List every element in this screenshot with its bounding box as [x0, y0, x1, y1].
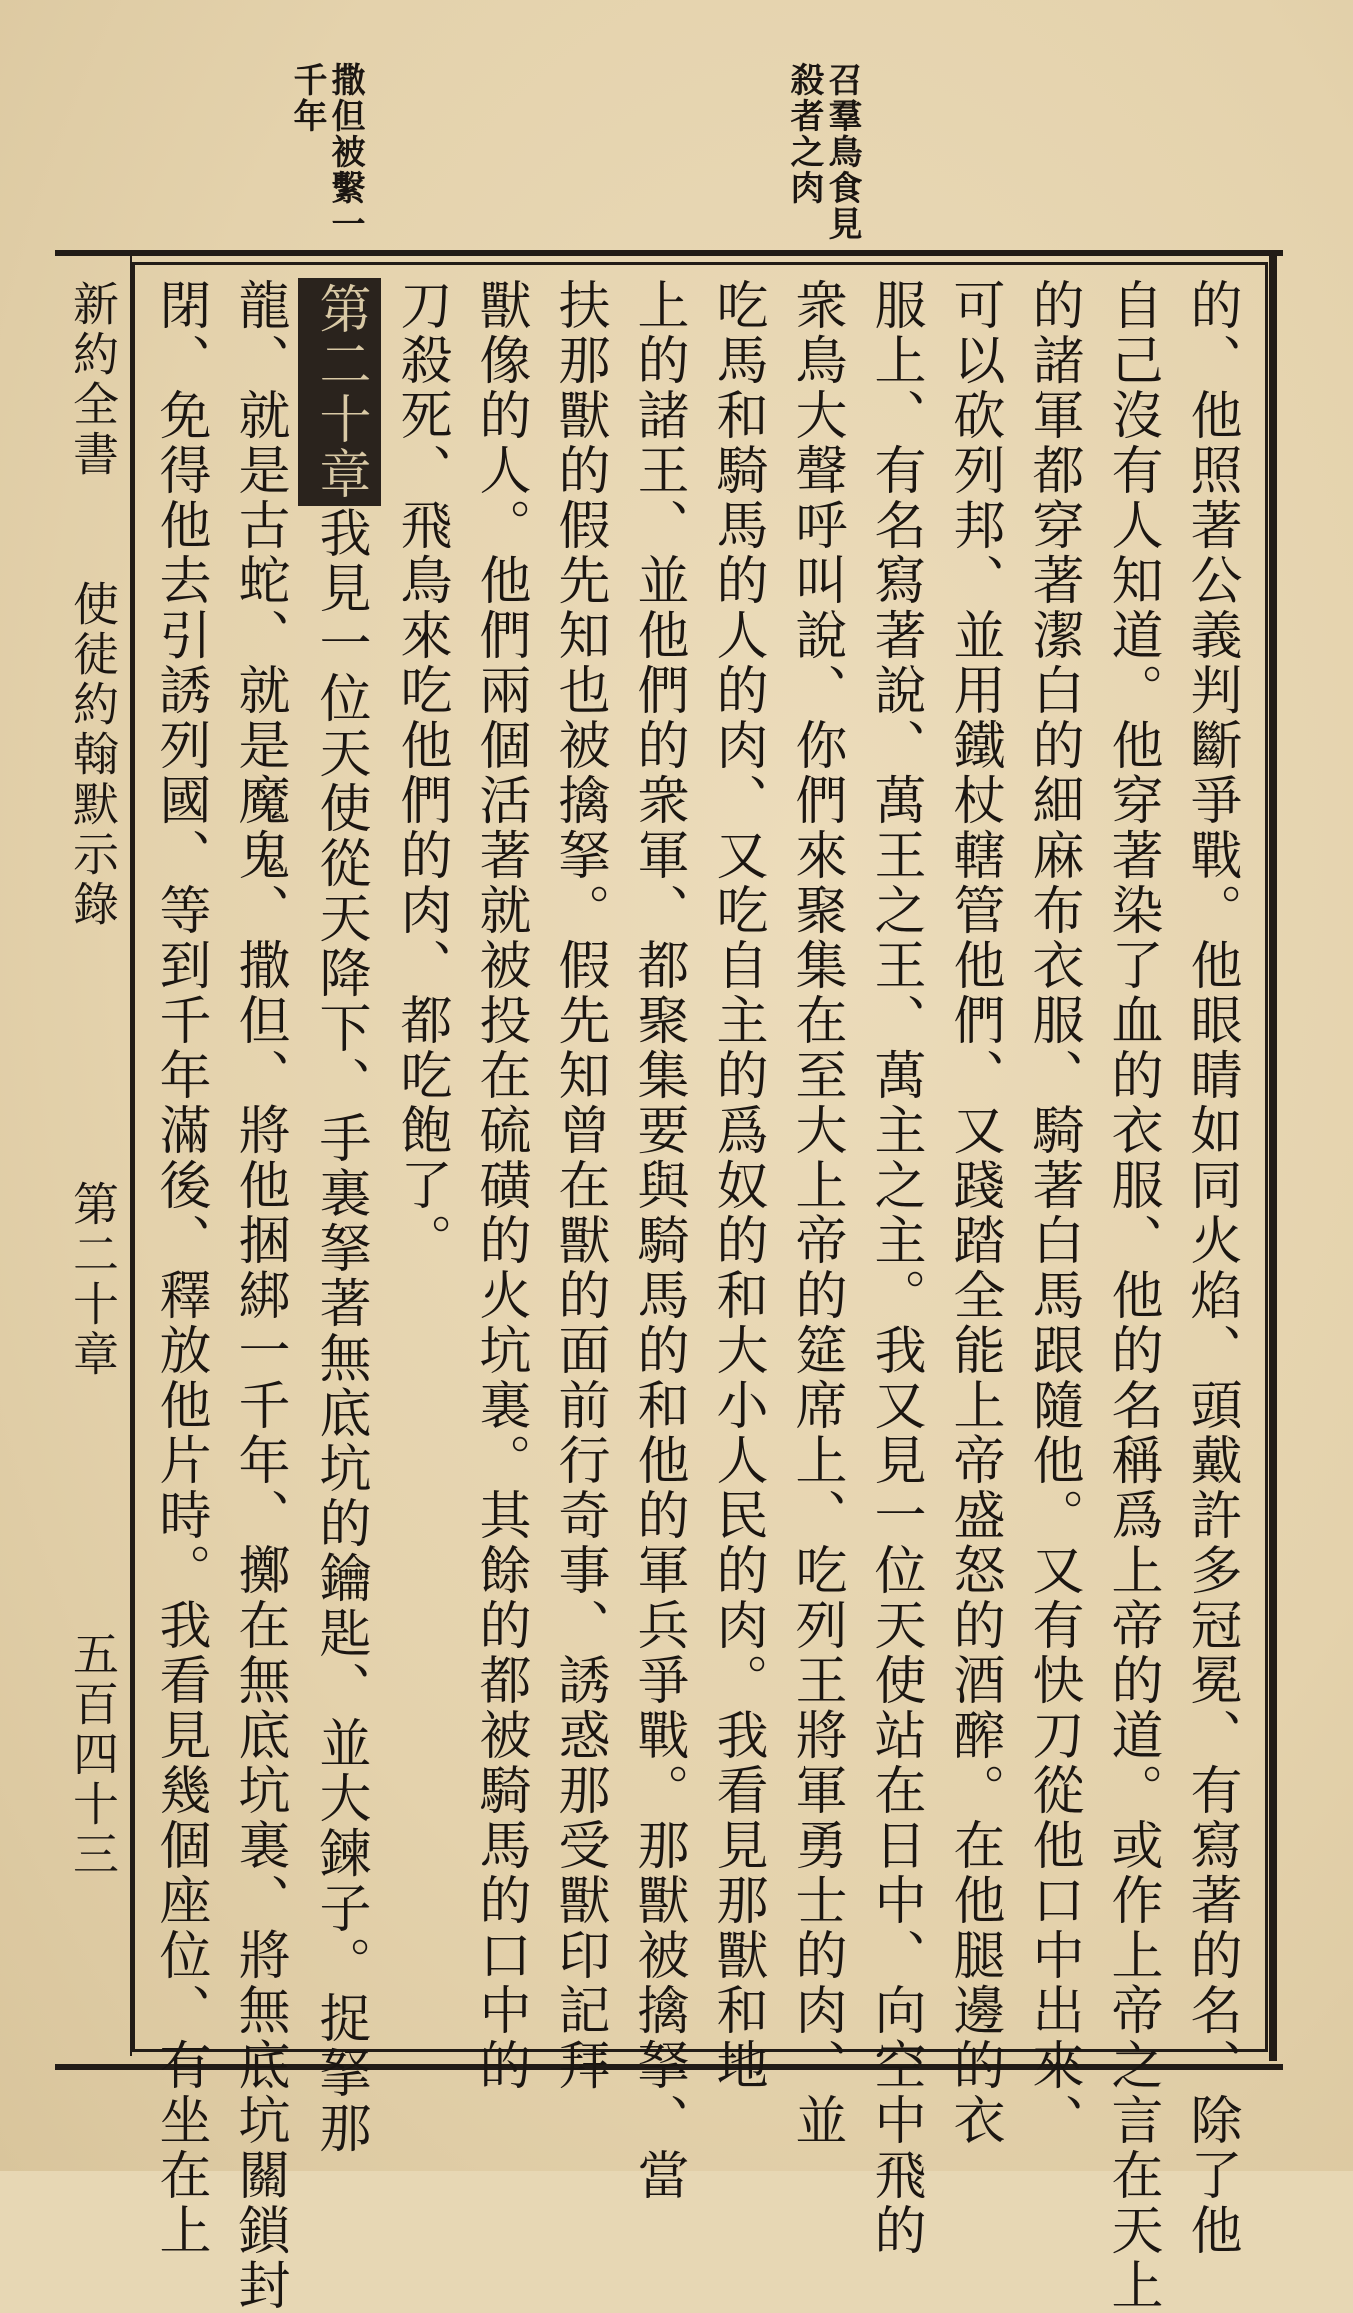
running-header	[58, 280, 128, 2040]
text-column: 閉、免得他去引誘列國、等到千年滿後、釋放他片時。我看見幾個座位、有坐在上	[150, 278, 210, 2258]
text-column: 獸像的人。他們兩個活著就被投在硫磺的火坑裏。其餘的都被騎馬的口中的	[470, 278, 530, 2093]
body-text	[150, 278, 1250, 2313]
chapter-heading: 第二十章	[298, 278, 381, 506]
chapter-label: 第二十章	[66, 1180, 120, 1380]
text-column: 的諸軍都穿著潔白的細麻布衣服、騎著白馬跟隨他。又有快刀從他口中出來、	[1023, 278, 1083, 2148]
text-column: 可以砍列邦、並用鐵杖轄管他們、又踐踏全能上帝盛怒的酒醡。在他腿邊的衣	[944, 278, 1004, 2148]
book-title: 新約全書	[66, 280, 120, 480]
text-column: 服上、有名寫著說、萬王之王、萬主之主。我又見一位天使站在日中、向空中飛的	[865, 278, 925, 2258]
text-column: 衆鳥大聲呼叫說、你們來聚集在至大上帝的筵席上、吃列王將軍勇士的肉、並	[786, 278, 846, 2148]
section-title: 使徒約翰默示錄	[66, 580, 120, 930]
text-column: 刀殺死、飛鳥來吃他們的肉、都吃飽了。	[391, 278, 451, 1268]
text-column: 我見一位天使從天降下、手裏拏著無底坑的鑰匙、並大鍊子。捉拏那	[310, 506, 370, 2156]
text-column: 自己沒有人知道。他穿著染了血的衣服、他的名稱爲上帝的道。或作上帝之言在天上	[1102, 278, 1162, 2313]
marginal-note-birds: 召羣鳥食見殺者之肉	[784, 62, 862, 242]
text-column: 的、他照著公義判斷爭戰。他眼睛如同火焰、頭戴許多冠冕、有寫著的名、除了他	[1181, 278, 1241, 2258]
text-column: 上的諸王、並他們的衆軍、都聚集要與騎馬的和他的軍兵爭戰。那獸被擒拏、當	[628, 278, 688, 2203]
chapter-start-column	[298, 278, 381, 2156]
text-column: 吃馬和騎馬的人的肉、又吃自主的爲奴的和大小人民的肉。我看見那獸和地	[707, 278, 767, 2093]
marginal-note-satan-bound: 撒但被繫一千年	[287, 62, 365, 242]
text-column: 龍、就是古蛇、就是魔鬼、撒但、將他捆綁一千年、擲在無底坑裏、將無底坑關鎖封	[229, 278, 289, 2313]
text-column: 扶那獸的假先知也被擒拏。假先知曾在獸的面前行奇事、誘惑那受獸印記拜	[549, 278, 609, 2093]
page-number: 五百四十三	[66, 1630, 120, 1880]
